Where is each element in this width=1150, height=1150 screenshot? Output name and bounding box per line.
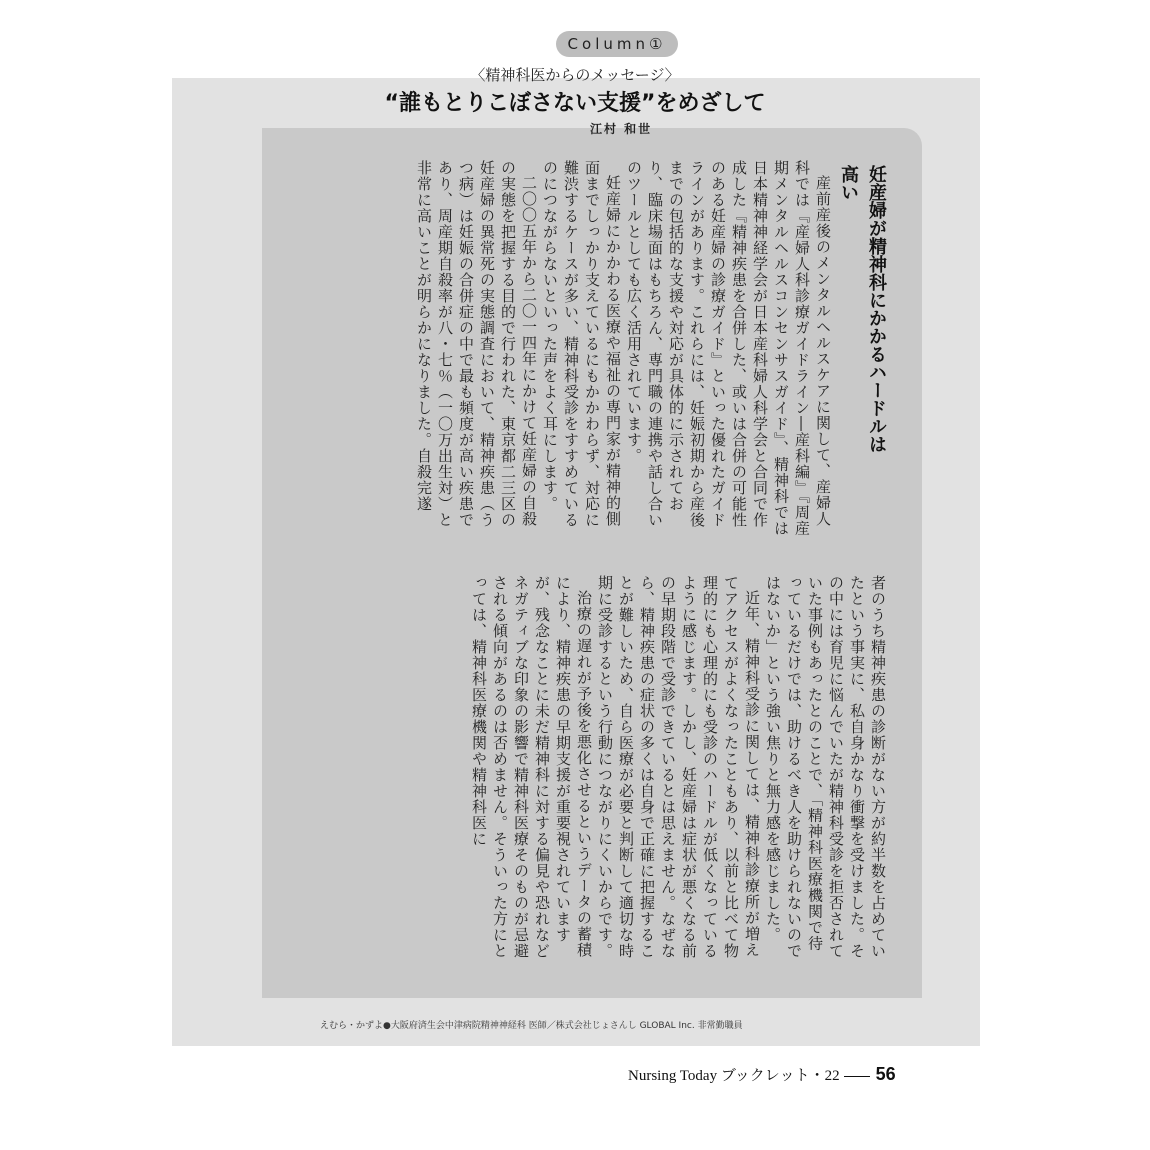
paragraph: 二〇〇五年から二〇一四年にかけて妊産婦の自殺の実態を把握する目的で行われた、東京都二三区の妊産婦の異常死の実態調査において、精神疾患（うつ病）は妊娠の合併症の中で最も頻度が高い疾患であり、周産期自殺率が八・七％（一〇万出生対）と非常に高いことが明らかになりました。自殺完遂	[415, 160, 538, 528]
column-badge: Column①	[556, 31, 678, 57]
column-title: “誰もとりこぼさない支援”をめざして	[384, 91, 766, 116]
paragraph: 近年、精神科受診に関しては、精神科診療所が増えてアクセスがよくなったこともあり、以前と比べて物理的にも心理的にも受診のハードルが低くなっているように感じます。しかし、妊産婦は症状が悪くなる前の早期段階で受診できているとは思えません。なぜなら、精神疾患の症状の多くは自身で正確に把握することが難しいため、自ら医療が必要と判断して適切な時期に受診するという行動につながりにくいからです。	[596, 575, 761, 959]
paragraph: 妊産婦にかかわる医療や福祉の専門家が精神的側面までしっかり支えているにもかかわらず、対応に難渋するケースが多い、精神科受診をすすめているのにつながらないといった声をよく耳にします。	[541, 160, 622, 528]
paragraph: 治療の遅れが予後を悪化させるというデータの蓄積により、精神疾患の早期支援が重要視されていますが、残念なことに未だ精神科に対する偏見や恐れなどネガティブな印象の影響で精神科医療そのものが忌避される傾向があるのは否めません。そういった方にとっては、精神科医療機関や精神科医に	[470, 575, 593, 959]
folio-dash	[844, 1076, 870, 1077]
paragraph: 者のうち精神疾患の診断がない方が約半数を占めていたという事実に、私自身かなり衝撃を受けました。その中には育児に悩んでいたが精神科受診を拒否されていた事例もあったとのことで、「精神科医療機関で待っているだけでは、助けるべき人を助けられないのではないか」という強い焦りと無力感を感じました。	[764, 575, 887, 959]
body-text-lower	[288, 575, 888, 965]
page-folio	[628, 1064, 896, 1085]
author-affiliation-footnote: えむら・かずよ●大阪府済生会中津病院精神神経科 医師／株式会社じょさんし GLOBAL Inc. 非常勤職員	[320, 1021, 743, 1031]
kicker-text: 〈精神科医からのメッセージ〉	[470, 66, 680, 84]
paragraph: 産前産後のメンタルヘルスケアに関して、産婦人科では『産婦人科診療ガイドライン―産科編』『周産期メンタルヘルスコンセンサスガイド』、精神科では日本精神神経学会が日本産科婦人科学会と合同で作成した『精神疾患を合併した、或いは合併の可能性のある妊産婦の診療ガイド』といった優れたガイドラインがあります。これらには、妊娠初期から産後までの包括的な支援や対応が具体的に示されており、臨床場面はもちろん、専門職の連携や話し合いのツールとしても広く活用されています。	[625, 160, 832, 537]
body-text-upper	[288, 160, 833, 540]
page-number: 56	[875, 1064, 896, 1084]
series-name: Nursing Today ブックレット・22	[628, 1068, 840, 1084]
author-name: 江村 和世	[590, 122, 653, 136]
section-heading: 妊産婦が精神科にかかるハードルは高い	[838, 165, 887, 453]
